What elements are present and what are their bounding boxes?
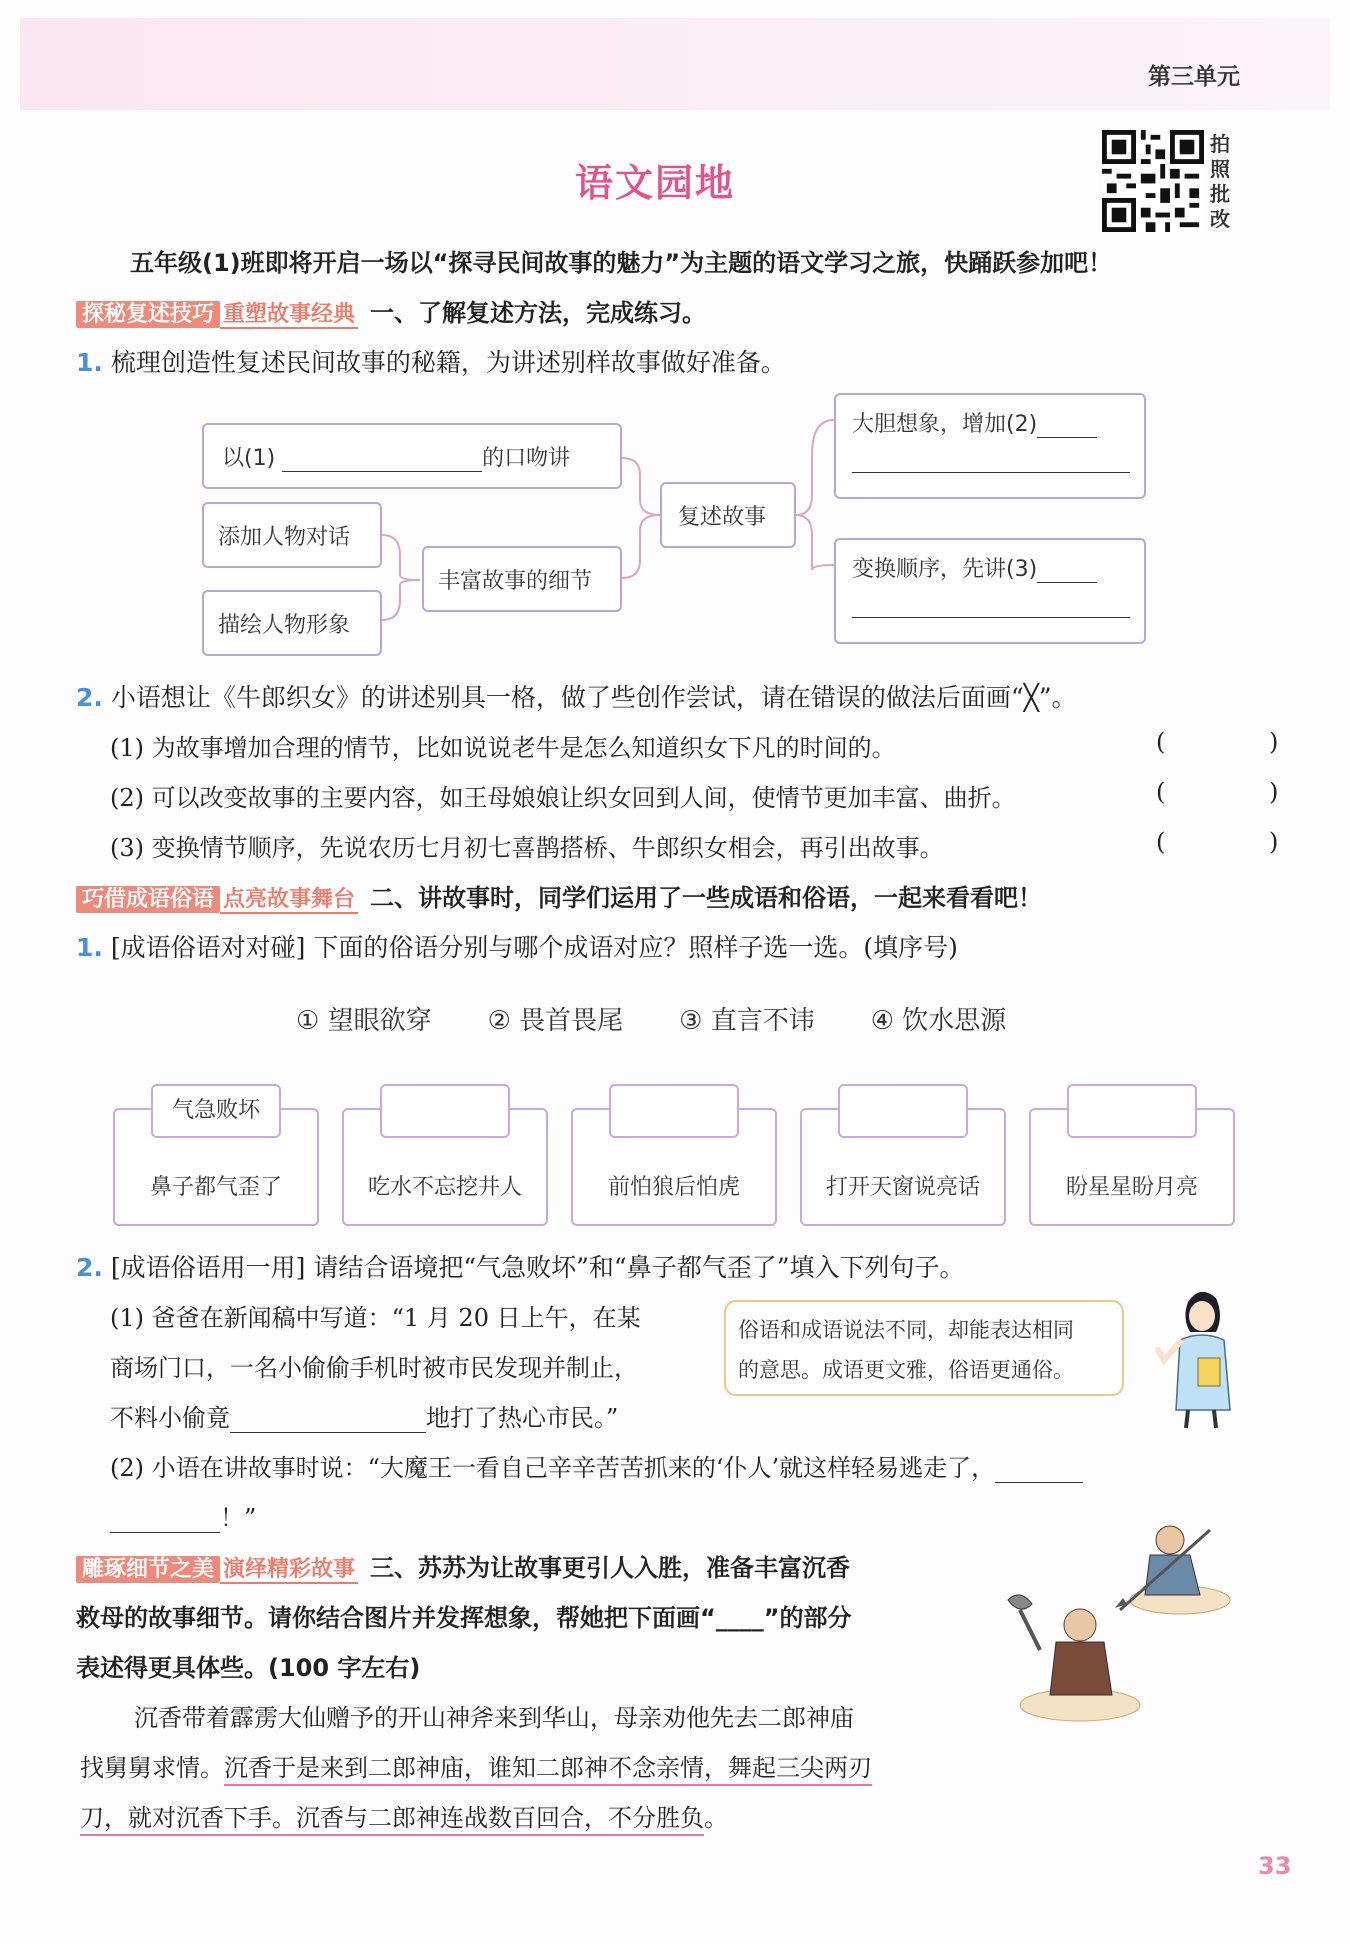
mindmap-leaf-portrait: 描绘人物形象 [202, 590, 382, 656]
section2-heading [76, 878, 1042, 913]
blank-2b[interactable] [852, 438, 1130, 473]
mindmap-node-perspective [202, 423, 622, 489]
s2-text-end: ！” [220, 1504, 257, 1532]
intro-text: 五年级(1)班即将开启一场以“探寻民间故事的魅力”为主题的语文学习之旅，快踊跃参加吧！ [130, 249, 1113, 277]
story-underlined: 沉香与二郎神连战数百回合，不分胜负 [296, 1804, 704, 1836]
blank-3a[interactable] [1037, 582, 1097, 583]
idiom-options [296, 1000, 1062, 1037]
q2-2-s1-line3 [110, 1398, 618, 1433]
tip-line: 俗语和成语说法不同，却能表达相同 [738, 1318, 1074, 1342]
s1-text-a: 不料小偷竟 [110, 1404, 230, 1432]
section1-tag1: 探秘复述技巧 [76, 301, 220, 328]
tip-line: 的意思。成语更文雅，俗语更通俗。 [738, 1358, 1074, 1382]
page-title: 语文园地 [574, 161, 735, 205]
tip-speech-bubble [724, 1300, 1124, 1396]
q2-2-s2-line1 [110, 1448, 1083, 1483]
card-answer-slot[interactable] [609, 1084, 739, 1138]
q1-2-item-1: (1) 为故事增加合理的情节，比如说说老牛是怎么知道织女下凡的时间的。 [110, 734, 896, 762]
section3-heading [76, 1548, 850, 1583]
section3-line2: 救母的故事细节。请你结合图片并发挥想象，帮她把下面画“____”的部分 [76, 1604, 852, 1632]
mindmap-center: 复述故事 [660, 482, 796, 548]
answer-paren-3[interactable]: ( ) [1156, 828, 1327, 856]
unit-label: 第三单元 [1148, 64, 1240, 90]
section1-tag2: 重塑故事经典 [220, 302, 358, 329]
story-text: 。 [704, 1804, 728, 1832]
card-saying: 打开天窗说亮话 [825, 1175, 980, 1200]
q2-2-text: [成语俗语用一用] 请结合语境把“气急败坏”和“鼻子都气歪了”填入下列句子。 [110, 1253, 965, 1282]
chenxiang-battle-illustration-icon [1000, 1500, 1240, 1730]
node-imagine-text: 大胆想象，增加(2) [852, 412, 1038, 437]
blank-s2b[interactable] [110, 1506, 220, 1533]
q1-2-item-2: (2) 可以改变故事的主要内容，如王母娘娘让织女回到人间，使情节更加丰富、曲折。 [110, 784, 1016, 812]
q2-2-number: 2. [76, 1253, 103, 1282]
q2-2-s1-line1: (1) 爸爸在新闻稿中写道：“1 月 20 日上午，在某 [110, 1304, 641, 1332]
story-underlined: 刀，就对沉香下手。 [80, 1804, 296, 1836]
story-text: 找舅舅求情。 [80, 1754, 224, 1782]
story-underlined: 沉香于是来到二郎神庙，谁知二郎神不念亲情，舞起三尖两刃 [224, 1754, 872, 1786]
q2-2-s1-line2: 商场门口，一名小偷偷手机时被市民发现并制止， [110, 1354, 638, 1382]
answer-paren-2[interactable]: ( ) [1156, 778, 1327, 806]
blank-s2a[interactable] [995, 1456, 1083, 1483]
mindmap-node-reorder [834, 538, 1146, 644]
q1-2-item-3: (3) 变换情节顺序，先说农历七月初七喜鹊搭桥、牛郎织女相会，再引出故事。 [110, 834, 944, 862]
q2-1-text: [成语俗语对对碰] 下面的俗语分别与哪个成语对应？照样子选一选。(填序号) [110, 933, 958, 962]
page-number: 33 [1258, 1852, 1292, 1880]
story-line1: 沉香带着霹雳大仙赠予的开山神斧来到华山，母亲劝他先去二郎神庙 [134, 1704, 854, 1732]
blank-2a[interactable] [1037, 437, 1097, 438]
blank-3b[interactable] [852, 583, 1130, 618]
idiom-option: ③ 直言不讳 [679, 1006, 815, 1036]
q1-2 [76, 678, 1077, 714]
answer-paren-1[interactable]: ( ) [1156, 728, 1327, 756]
blank-s1[interactable] [230, 1406, 426, 1433]
q1-1-text: 梳理创造性复述民间故事的秘籍，为讲述别样故事做好准备。 [110, 348, 786, 377]
card-saying: 前怕狼后怕虎 [607, 1175, 740, 1200]
section2-tag1: 巧借成语俗语 [76, 886, 220, 913]
card-answer-slot[interactable] [380, 1084, 510, 1138]
qr-caption: 拍 照 批 改 [1210, 132, 1230, 231]
s2-text: (2) 小语在讲故事时说：“大魔王一看自己辛辛苦苦抓来的‘仆人’就这样轻易逃走了， [110, 1454, 996, 1482]
s1-text-b: 地打了热心市民。” [426, 1404, 619, 1432]
card-answer-slot[interactable] [838, 1084, 968, 1138]
section3-tag2: 演绎精彩故事 [220, 1557, 358, 1584]
card-answer-slot[interactable]: 气急败坏 [151, 1084, 281, 1138]
story-line2 [80, 1748, 872, 1783]
card-saying: 鼻子都气歪了 [149, 1175, 282, 1200]
card-answer-slot[interactable] [1067, 1084, 1197, 1138]
q1-2-number: 2. [76, 683, 103, 712]
idiom-option: ① 望眼欲穿 [296, 1006, 432, 1036]
section3-line1: 三、苏苏为让故事更引人入胜，准备丰富沉香 [370, 1554, 851, 1582]
card-saying: 盼星星盼月亮 [1065, 1175, 1198, 1200]
section2-tag2: 点亮故事舞台 [220, 887, 358, 914]
q1-2-text: 小语想让《牛郎织女》的讲述别具一格，做了些创作尝试，请在错误的做法后面画“╳”。 [110, 683, 1077, 712]
q2-2 [76, 1248, 965, 1284]
section3-tag1: 雕琢细节之美 [76, 1556, 220, 1583]
mindmap-node-imagine [834, 393, 1146, 499]
section1-title: 一、了解复述方法，完成练习。 [370, 299, 707, 327]
idiom-option: ④ 饮水思源 [870, 1006, 1007, 1036]
mindmap-leaf-dialogue: 添加人物对话 [202, 502, 382, 568]
node-prefix: 以(1) [222, 446, 276, 471]
section3-line3: 表述得更具体些。(100 字左右) [76, 1654, 421, 1682]
q2-1 [76, 928, 958, 964]
card-saying: 吃水不忘挖井人 [367, 1175, 522, 1200]
section2-title: 二、讲故事时，同学们运用了一些成语和俗语，一起来看看吧！ [370, 884, 1043, 912]
blank-1[interactable] [282, 471, 482, 472]
q2-1-number: 1. [76, 933, 103, 962]
story-line3 [80, 1798, 728, 1833]
idiom-option: ② 畏首畏尾 [487, 1006, 624, 1036]
node-reorder-text: 变换顺序，先讲(3) [852, 557, 1038, 582]
mindmap-node-details: 丰富故事的细节 [422, 546, 622, 612]
q1-1-number: 1. [76, 348, 103, 377]
node-suffix: 的口吻讲 [482, 446, 571, 471]
teacher-illustration-icon [1150, 1280, 1250, 1430]
q2-2-s2-line2 [110, 1498, 256, 1533]
